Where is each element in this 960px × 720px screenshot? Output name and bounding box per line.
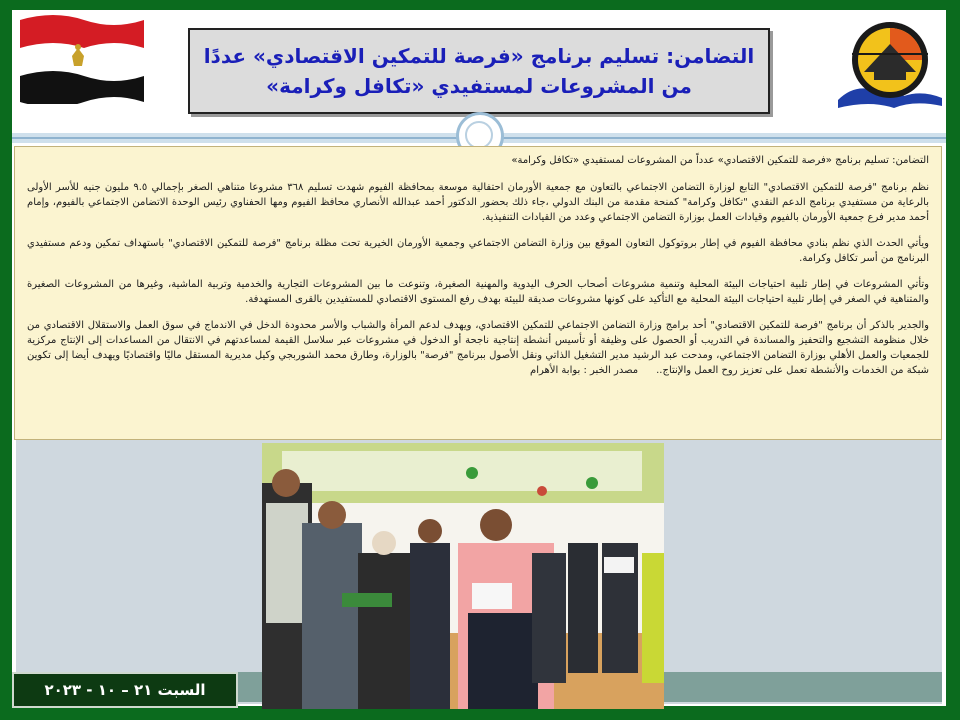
article-paragraph-3: وتأتي المشروعات في إطار تلبية احتياجات البيئة المحلية وتنمية مشروعات أصحاب الحرف اليدوية والمهنية الصغيرة، وتنوعت ما بين المشروعات التجارية والخدمية وتربية الماشية، وغيرها من المشروعات الصغيرة والمتناهية في الصغر في إطار تلبية احتياجات البيئة المحلية مع التأكيد على كونها مشروعات صديقة للبيئة بهدف رفع المستوى الاقتصادي للمستفيدين بالقرى المستهدفة. [27,279,929,305]
date-label: السبت ٢١ – ١٠ - ٢٠٢٣ [12,672,238,708]
article-paragraph-2: ويأتي الحدث الذي نظم بنادي محافظة الفيوم في إطار بروتوكول التعاون الموقع بين وزارة التضامن الاجتماعي وجمعية الأورمان الخيرية تحت مظلة برنامج "فرصة للتمكين الاقتصادي" باستهداف تمكين ودعم مستفيدي البرنامج من أسر تكافل وكرامة. [27,238,929,264]
article-paragraph-4-text: والجدير بالذكر أن برنامج "فرصة للتمكين الاقتصادي" أحد برامج وزارة التضامن الاجتماعي للتمكين الاقتصادي، ويهدف لدعم المرأة والشباب والأسر محدودة الدخل في الاندماج في سوق العمل والاستقلال الاقتصادي من خلال منظومة التشجيع والتحفيز والمساندة في التدريب أو الحصول على وظيفة أو تأسيس أنشطة إنتاجية ناجحة أو الدخول في مشروعات عبر سلاسل القيمة لمساعدتهم في الانتقال من المساعدات إلى الإنتاج مركزية للجمعيات والعمل الأهلي بوزارة التضامن الاجتماعي، ومدحت عبد الرشيد مدير التشغيل الذاتي ونقل الأصول ببرنامج "فرصة" بالوزارة، وطارق محمد الشوربجي وكيل مديرية المستقل ماليًا واقتصاديًا ويهدف أيضا إلى تكوين شبكة من الخدمات والأنشطة تعمل على تعزيز روح العمل والإنتاج.. [27,320,929,376]
article-body [14,146,942,440]
page-title: التضامن: تسليم برنامج «فرصة للتمكين الاقتصادي» عددًا من المشروعات لمستفيدي «تكافل وكرامة» [203,44,755,98]
event-photo [262,443,664,709]
article-paragraph-4 [27,318,929,378]
article-lead: التضامن: تسليم برنامج «فرصة للتمكين الاقتصادي» عدداً من المشروعات لمستفيدي «تكافل وكرامة» [511,155,929,166]
headline-box [188,28,770,114]
fayoum-governorate-logo-icon [834,14,946,120]
article-paragraph-1: نظم برنامج "فرصة للتمكين الاقتصادي" التابع لوزارة التضامن الاجتماعي بالتعاون مع جمعية الأورمان احتفالية موسعة بمحافظة الفيوم شهدت تسليم ٣٦٨ مشروعا متناهي الصغر بإجمالي ٩.٥ مليون جنيه للأسر الأولى بالرعاية من مستفيدي برنامج الدعم النقدي "تكافل وكرامة" كمنحة مقدمة من البنك الدولي ،جاء ذلك بحضور الدكتور أحمد عبدالله الأنصاري محافظ الفيوم ومها الحفناوي رئيس الوحدة الاتضامن الاجتماعي بالفيوم، وإمام أحمد مدير فرع جمعية الأورمان بالفيوم وقيادات العمل بوزارة التضامن الاجتماعي وعدد من القيادات التنفيذية. [27,182,930,223]
article-source: مصدر الخبر : بوابة الأهرام [530,365,639,376]
egypt-flag-icon [14,10,146,104]
